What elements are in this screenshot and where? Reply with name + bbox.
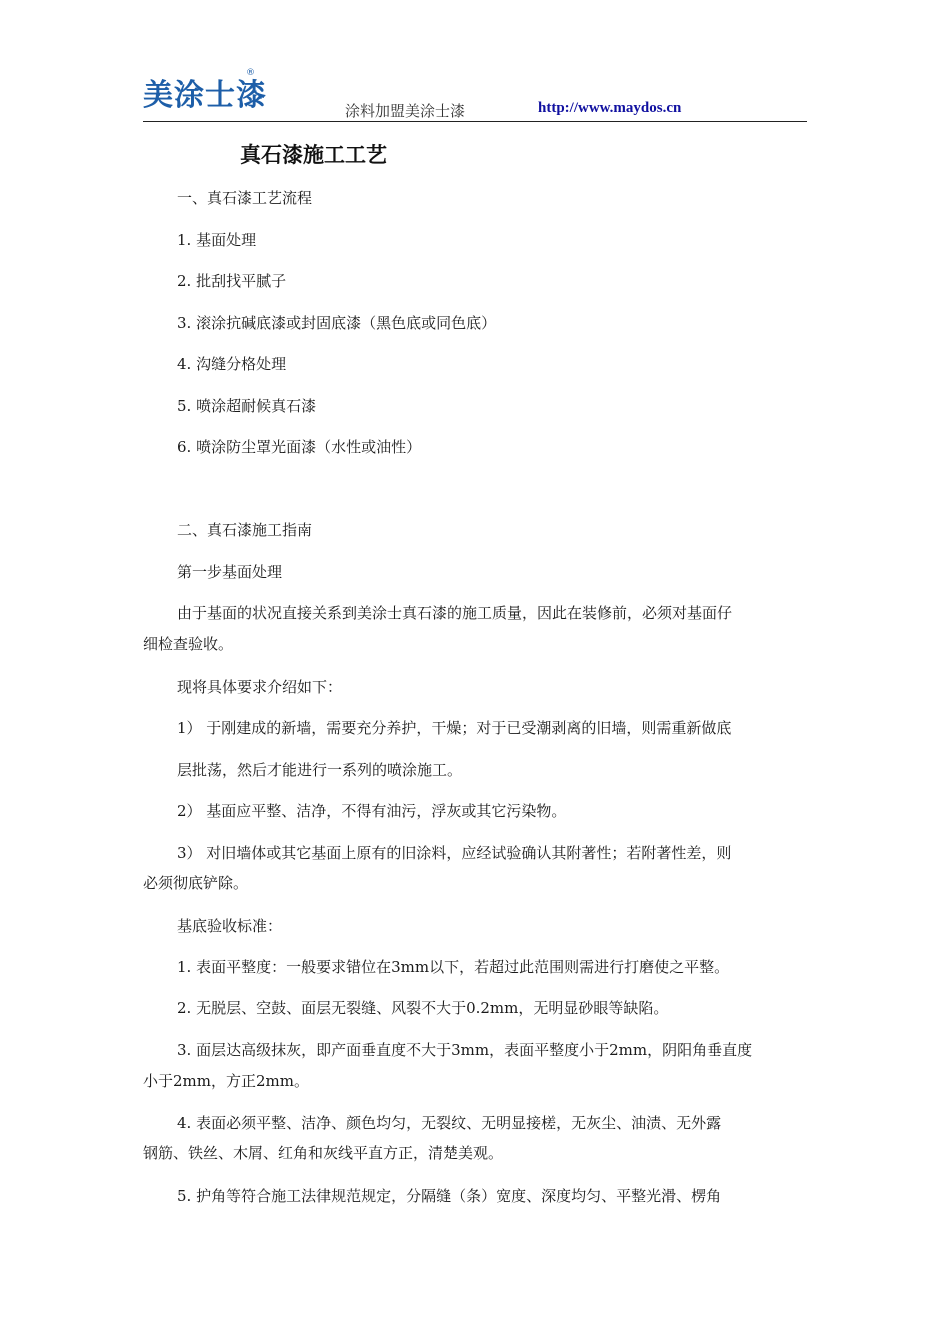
requirement-2: 2） 基面应平整、洁净，不得有油污，浮灰或其它污染物。	[177, 802, 567, 820]
header-divider	[143, 121, 807, 122]
section-heading-process: 一、真石漆工艺流程	[177, 189, 313, 207]
section-heading-guide: 二、真石漆施工指南	[177, 521, 313, 539]
standard-4-cont: 钢筋、铁丝、木屑、红角和灰线平直方正，清楚美观。	[143, 1144, 504, 1162]
standard-3: 3. 面层达高级抹灰，即产面垂直度不大于3mm，表面平整度小于2mm，阴阳角垂直度	[177, 1041, 753, 1059]
header-slogan: 涂料加盟美涂士漆	[345, 102, 466, 120]
process-step-2: 2. 批刮找平腻子	[177, 272, 287, 290]
paragraph-line: 由于基面的状况直接关系到美涂士真石漆的施工质量，因此在装修前，必须对基面仔	[177, 604, 733, 622]
process-step-1: 1. 基面处理	[177, 231, 257, 249]
process-step-3: 3. 滚涂抗碱底漆或封固底漆（黑色底或同色底）	[177, 314, 497, 332]
brand-logo-text: 美涂士漆	[143, 78, 267, 113]
process-step-4: 4. 沟缝分格处理	[177, 355, 287, 373]
standard-3-cont: 小于2mm，方正2mm。	[143, 1072, 309, 1090]
requirement-1: 1） 于刚建成的新墙，需要充分养护，干燥；对于已受潮剥离的旧墙，则需重新做底	[177, 719, 732, 737]
paragraph-line: 细检查验收。	[143, 635, 234, 653]
process-step-6: 6. 喷涂防尘罩光面漆（水性或油性）	[177, 438, 422, 456]
acceptance-heading: 基底验收标准：	[177, 917, 283, 935]
requirement-1-cont: 层批荡，然后才能进行一系列的喷涂施工。	[177, 761, 463, 779]
standard-5: 5. 护角等符合施工法律规范规定，分隔缝（条）宽度、深度均匀、平整光滑、楞角	[177, 1187, 722, 1205]
requirement-3: 3） 对旧墙体或其它基面上原有的旧涂料，应经试验确认其附著性；若附著性差，则	[177, 844, 732, 862]
registered-mark: ®	[246, 68, 255, 78]
paragraph-line: 现将具体要求介绍如下：	[177, 678, 343, 696]
header-url-link[interactable]: http://www.maydos.cn	[538, 100, 682, 116]
step-heading-base: 第一步基面处理	[177, 563, 283, 581]
brand-logo	[143, 70, 293, 112]
document-title: 真石漆施工工艺	[240, 142, 387, 167]
standard-1: 1. 表面平整度：一般要求错位在3mm以下，若超过此范围则需进行打磨使之平整。	[177, 958, 730, 976]
process-step-5: 5. 喷涂超耐候真石漆	[177, 397, 317, 415]
standard-2: 2. 无脱层、空鼓、面层无裂缝、风裂不大于0.2mm，无明显砂眼等缺陷。	[177, 999, 669, 1017]
requirement-3-cont: 必须彻底铲除。	[143, 874, 249, 892]
standard-4: 4. 表面必须平整、洁净、颜色均匀，无裂纹、无明显接槎，无灰尘、油渍、无外露	[177, 1114, 722, 1132]
